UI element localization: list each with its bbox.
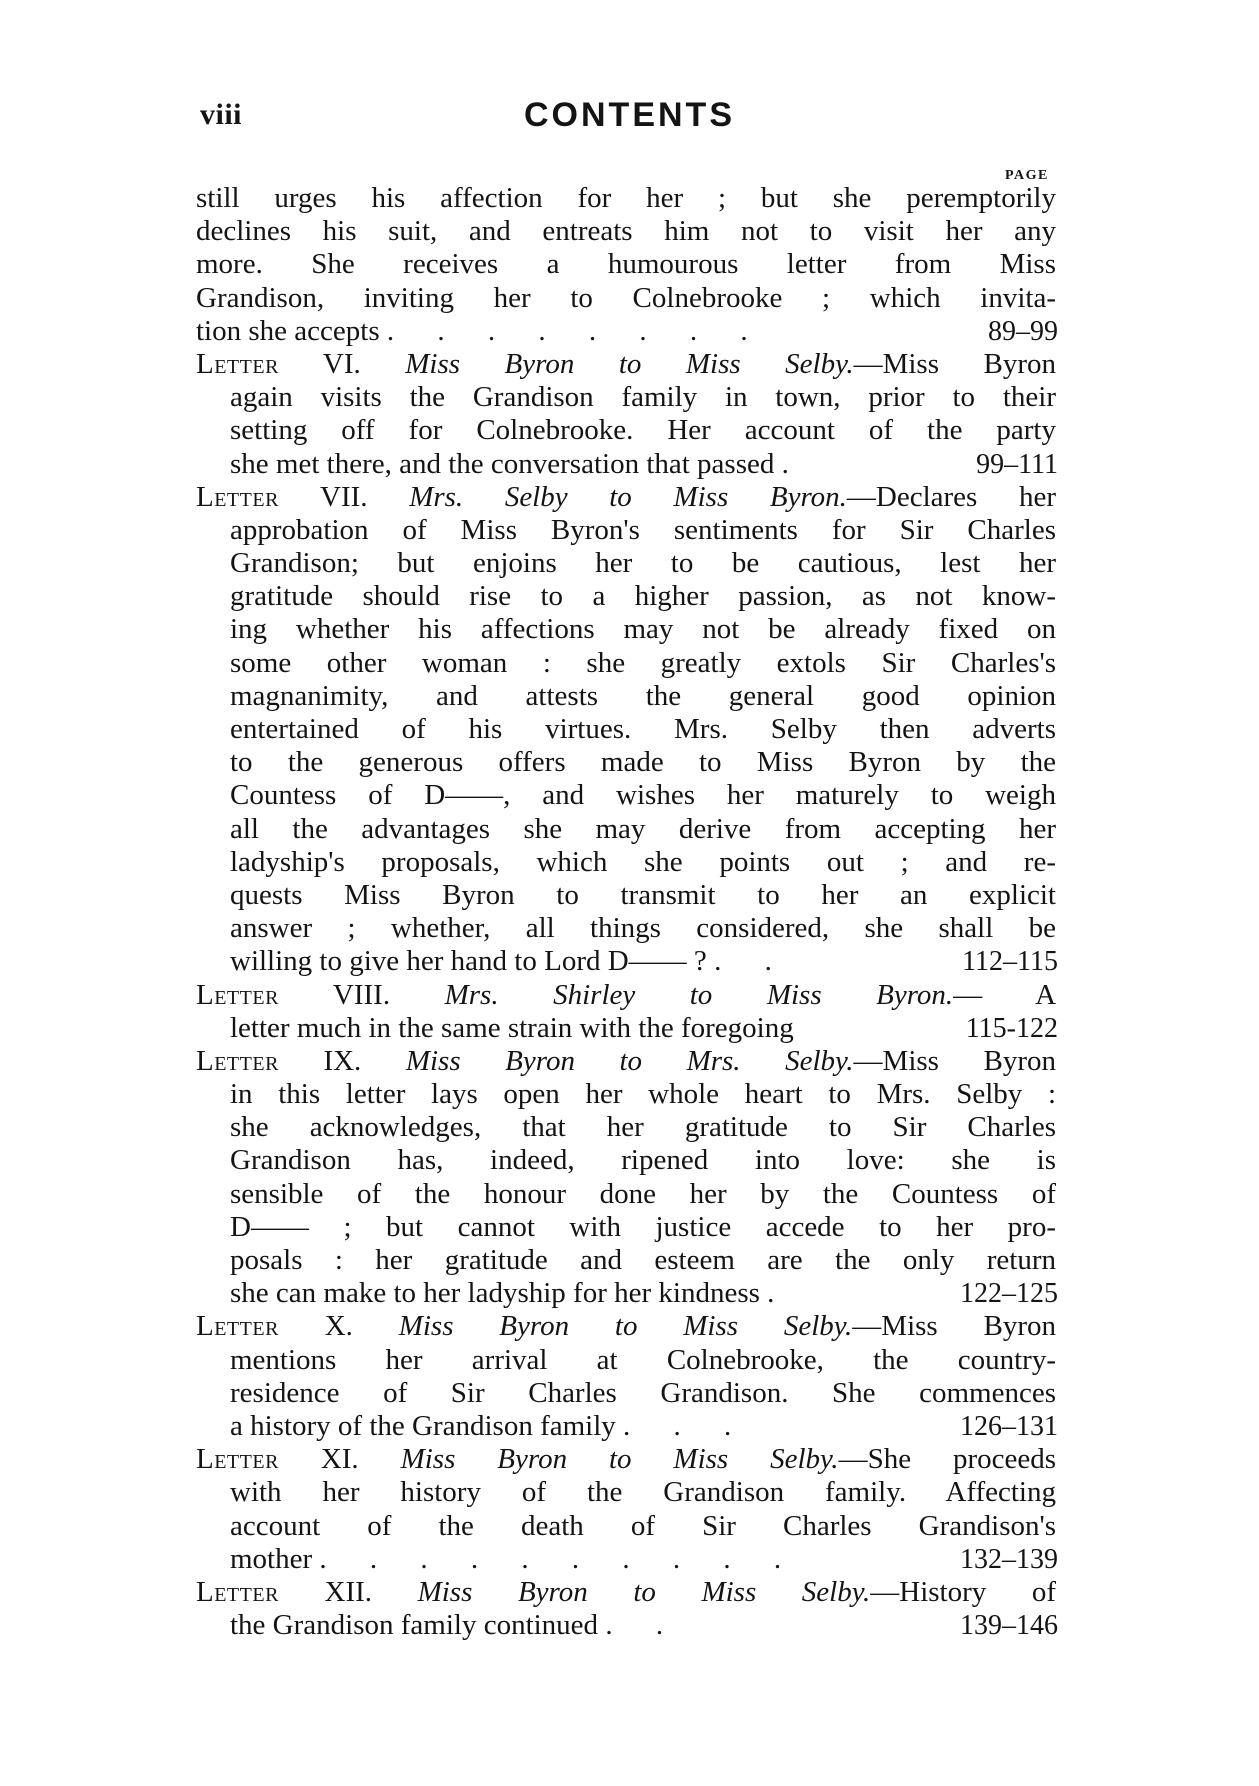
- letter-summary-start: —She proceeds: [838, 1443, 1056, 1476]
- page-range: 89–99: [988, 315, 1058, 347]
- letter-title: Miss Byron to Miss Selby.: [417, 1575, 871, 1608]
- entry-heading-line: [196, 1310, 1056, 1343]
- letter-number: XII.: [324, 1575, 373, 1608]
- letter-number: VII.: [320, 480, 368, 513]
- letter-number: XI.: [320, 1443, 359, 1476]
- entry-heading-line: [196, 1576, 1056, 1609]
- letter-summary-start: —Declares her: [846, 480, 1056, 513]
- entry-line: more. She receives a humourous letter from Miss: [196, 248, 1056, 281]
- contents-entry: [196, 1310, 1056, 1443]
- letter-title: Miss Byron to Miss Selby.: [400, 1443, 839, 1476]
- leader-dots: . .: [714, 945, 790, 978]
- entry-heading-line: [196, 348, 1056, 381]
- entry-line: gratitude should rise to a higher passion, as not know-: [230, 580, 1056, 613]
- entry-last-line: [196, 448, 1056, 481]
- letter-summary-start: — A: [953, 978, 1056, 1011]
- entry-last-text: tion she accepts: [196, 314, 380, 347]
- leader-dots: .: [767, 1277, 793, 1310]
- entry-line: she acknowledges, that her gratitude to Sir Charles: [230, 1111, 1056, 1144]
- entry-heading-line: [196, 1443, 1056, 1476]
- entry-heading-line: [196, 1045, 1056, 1078]
- page-column-label: PAGE: [1005, 168, 1049, 183]
- entry-line: D—— ; but cannot with justice accede to her pro-: [230, 1210, 1056, 1243]
- letter-summary-start: —Miss Byron: [853, 1044, 1056, 1077]
- page-range: 112–115: [962, 946, 1058, 978]
- entry-line: setting off for Colnebrooke. Her account of the party: [230, 414, 1056, 447]
- entry-line: posals : her gratitude and esteem are the only return: [230, 1244, 1056, 1276]
- letter-summary-start: —History of: [870, 1575, 1056, 1608]
- page-range: 99–111: [976, 448, 1058, 480]
- letter-title: Mrs. Selby to Miss Byron.: [409, 480, 847, 513]
- entry-line: Grandison has, indeed, ripened into love: she is: [230, 1144, 1056, 1177]
- contents-entry: [196, 481, 1056, 979]
- entry-line: answer ; whether, all things considered, she shall be: [230, 912, 1056, 945]
- entry-heading-line: [196, 481, 1056, 514]
- entry-line: account of the death of Sir Charles Grandison's: [230, 1509, 1056, 1542]
- letter-title: Miss Byron to Mrs. Selby.: [405, 1044, 854, 1077]
- letter-title: Mrs. Shirley to Miss Byron.: [444, 978, 954, 1011]
- contents-entry: [196, 348, 1056, 481]
- entry-last-text: mother: [230, 1542, 313, 1575]
- entry-last-text: she met there, and the conversation that passed: [230, 447, 775, 480]
- letter-word: Letter: [196, 1310, 279, 1343]
- entry-last-line: [196, 1543, 1056, 1576]
- entry-last-text: a history of the Grandison family: [230, 1409, 616, 1442]
- entry-line: Grandison; but enjoins her to be cautious, lest her: [230, 547, 1056, 580]
- letter-word: Letter: [196, 1443, 279, 1476]
- entry-line: ladyship's proposals, which she points out ; and re-: [230, 845, 1056, 878]
- letter-title: Miss Byron to Miss Selby.: [398, 1310, 853, 1343]
- letter-word: Letter: [196, 480, 279, 513]
- entry-last-text: she can make to her ladyship for her kindness: [230, 1277, 760, 1310]
- entry-line: all the advantages she may derive from accepting her: [230, 812, 1056, 845]
- entry-last-text: the Grandison family continued: [230, 1609, 599, 1642]
- letter-number: X.: [324, 1310, 353, 1343]
- entry-line: some other woman : she greatly extols Sir Charles's: [230, 646, 1056, 679]
- page-number: viii: [200, 98, 243, 131]
- leader-dots: . . . . . . . . . .: [319, 1542, 800, 1575]
- entry-line: with her history of the Grandison family. Affecting: [230, 1476, 1056, 1509]
- entry-last-line: [196, 315, 1056, 348]
- letter-summary-start: —Miss Byron: [852, 1310, 1056, 1343]
- page-range: 115-122: [965, 1012, 1058, 1044]
- entry-line: still urges his affection for her ; but she peremptorily: [196, 182, 1056, 214]
- letter-word: Letter: [196, 347, 279, 380]
- entry-last-text: letter much in the same strain with the foregoing: [230, 1011, 794, 1044]
- leader-dots: . . .: [623, 1409, 750, 1442]
- letter-number: IX.: [323, 1044, 362, 1077]
- leader-dots: . . . . . . . .: [386, 314, 766, 347]
- entry-line: approbation of Miss Byron's sentiments for Sir Charles: [230, 513, 1056, 546]
- letter-summary-start: —Miss Byron: [853, 347, 1056, 380]
- letter-word: Letter: [196, 978, 279, 1011]
- entry-last-text: willing to give her hand to Lord D—— ?: [230, 945, 707, 978]
- entry-line: ing whether his affections may not be already fixed on: [230, 613, 1056, 646]
- entry-line: residence of Sir Charles Grandison. She commences: [230, 1376, 1056, 1409]
- contents-entry: [196, 1576, 1056, 1642]
- letter-word: Letter: [196, 1044, 279, 1077]
- leader-dots: . .: [605, 1609, 682, 1642]
- entry-last-line: [196, 1012, 1056, 1045]
- page-range: 132–139: [960, 1543, 1058, 1575]
- entry-line: sensible of the honour done her by the Countess of: [230, 1177, 1056, 1210]
- entry-line: quests Miss Byron to transmit to her an explicit: [230, 878, 1056, 911]
- entry-last-line: [196, 945, 1056, 978]
- page-range: 122–125: [960, 1278, 1058, 1310]
- entry-line: Countess of D——, and wishes her maturely to weigh: [230, 779, 1056, 812]
- contents-entry: [196, 1045, 1056, 1311]
- letter-number: VIII.: [332, 978, 391, 1011]
- entry-last-line: [196, 1410, 1056, 1443]
- entry-line: again visits the Grandison family in town, prior to their: [230, 381, 1056, 414]
- entry-line: Grandison, inviting her to Colnebrooke ; which invita-: [196, 281, 1056, 314]
- letter-word: Letter: [196, 1575, 279, 1608]
- contents-entry: [196, 1443, 1056, 1576]
- contents-entry: [196, 979, 1056, 1045]
- entry-line: entertained of his virtues. Mrs. Selby then adverts: [230, 713, 1056, 745]
- entry-heading-line: [196, 979, 1056, 1012]
- entry-line: magnanimity, and attests the general good opinion: [230, 679, 1056, 712]
- running-head: CONTENTS: [524, 96, 735, 134]
- page-range: 139–146: [960, 1610, 1058, 1642]
- entry-line: declines his suit, and entreats him not to visit her any: [196, 215, 1056, 248]
- letter-number: VI.: [322, 347, 361, 380]
- entry-last-line: [196, 1277, 1056, 1310]
- entry-last-line: [196, 1609, 1056, 1642]
- contents-entry: [196, 182, 1056, 348]
- entry-line: in this letter lays open her whole heart to Mrs. Selby :: [230, 1078, 1056, 1111]
- entry-line: mentions her arrival at Colnebrooke, the country-: [230, 1343, 1056, 1376]
- page-range: 126–131: [960, 1410, 1058, 1442]
- entry-line: to the generous offers made to Miss Byron by the: [230, 746, 1056, 779]
- letter-title: Miss Byron to Miss Selby.: [405, 347, 854, 380]
- contents-list: [196, 182, 1056, 1642]
- leader-dots: .: [781, 447, 807, 480]
